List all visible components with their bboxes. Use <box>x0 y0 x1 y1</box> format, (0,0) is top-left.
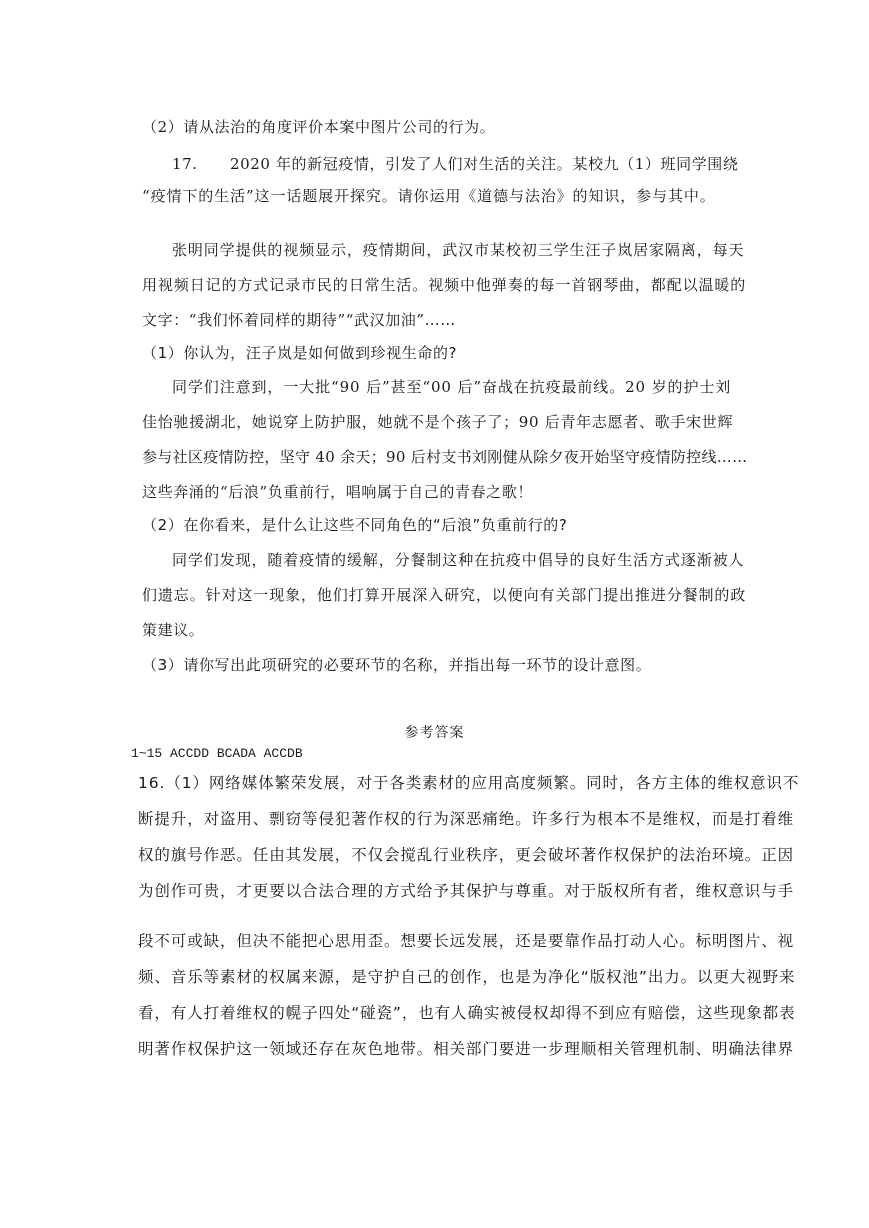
q17-question1: （1）你认为，汪子岚是如何做到珍视生命的? <box>142 344 458 362</box>
q16-answer-line: 看，有人打着维权的幌子四处“碰瓷”，也有人确实被侵权却得不到应有赔偿，这些现象都表 <box>138 1004 796 1022</box>
material1-line: 文字：“我们怀着同样的期待”“武汉加油”…… <box>142 311 456 329</box>
material2-line: 佳怡驰援湖北，她说穿上防护服，她就不是个孩子了；90 后青年志愿者、歌手宋世辉 <box>142 413 734 431</box>
material3-line: 们遗忘。针对这一现象，他们打算开展深入研究，以便向有关部门提出推进分餐制的政 <box>142 586 747 604</box>
material2-line: 同学们注意到，一大批“90 后”甚至“00 后”奋战在抗疫最前线。20 岁的护士刘 <box>172 378 732 396</box>
q16-answer-line: 为创作可贵，才更要以合法合理的方式给予其保护与尊重。对于版权所有者，维权意识与手 <box>138 882 795 900</box>
q17-question2: （2）在你看来，是什么让这些不同角色的“后浪”负重前行的? <box>142 516 568 534</box>
multiple-choice-answers: 1~15 ACCDD BCADA ACCDB <box>131 746 303 761</box>
q16-answer-line: 明著作权保护这一领域还存在灰色地带。相关部门要进一步理顺相关管理机制、明确法律界 <box>138 1040 795 1058</box>
q17-stem-line2: “疫情下的生活”这一话题展开探究。请你运用《道德与法治》的知识，参与其中。 <box>142 187 716 205</box>
q16-answer-line: 断提升，对盗用、剽窃等侵犯著作权的行为深恶痛绝。许多行为根本不是维权，而是打着维 <box>138 810 795 828</box>
q17-stem-line1: 2020 年的新冠疫情，引发了人们对生活的关注。某校九（1）班同学围绕 <box>230 155 739 173</box>
material3-line: 策建议。 <box>142 621 205 639</box>
q17-number: 17. <box>172 155 198 173</box>
q16-answer-line: 权的旗号作恶。任由其发展，不仅会搅乱行业秩序，更会破坏著作权保护的法治环境。正因 <box>138 846 795 864</box>
material3-line: 同学们发现，随着疫情的缓解，分餐制这种在抗疫中倡导的良好生活方式逐渐被人 <box>172 551 745 569</box>
answers-title: 参考答案 <box>404 725 465 741</box>
material2-line: 这些奔涌的“后浪”负重前行，唱响属于自己的青春之歌！ <box>142 483 533 501</box>
q16-part2-question: （2）请从法治的角度评价本案中图片公司的行为。 <box>142 118 496 136</box>
q17-question3: （3）请你写出此项研究的必要环节的名称，并指出每一环节的设计意图。 <box>142 656 652 674</box>
material1-line: 张明同学提供的视频显示，疫情期间，武汉市某校初三学生汪子岚居家隔离，每天 <box>172 241 745 259</box>
material1-line: 用视频日记的方式记录市民的日常生活。视频中他弹奏的每一首钢琴曲，都配以温暖的 <box>142 276 747 294</box>
q16-answer-line: 16.（1）网络媒体繁荣发展，对于各类素材的应用高度频繁。同时，各方主体的维权意识不 <box>138 774 800 792</box>
q16-answer-line: 段不可或缺，但决不能把心思用歪。想要长远发展，还是要靠作品打动人心。标明图片、视 <box>138 932 795 950</box>
material2-line: 参与社区疫情防控，坚守 40 余天；90 后村支书刘刚健从除夕夜开始坚守疫情防控线…… <box>142 448 748 466</box>
q16-answer-line: 频、音乐等素材的权属来源，是守护自己的创作，也是为净化“版权池”出力。以更大视野来 <box>138 968 796 986</box>
